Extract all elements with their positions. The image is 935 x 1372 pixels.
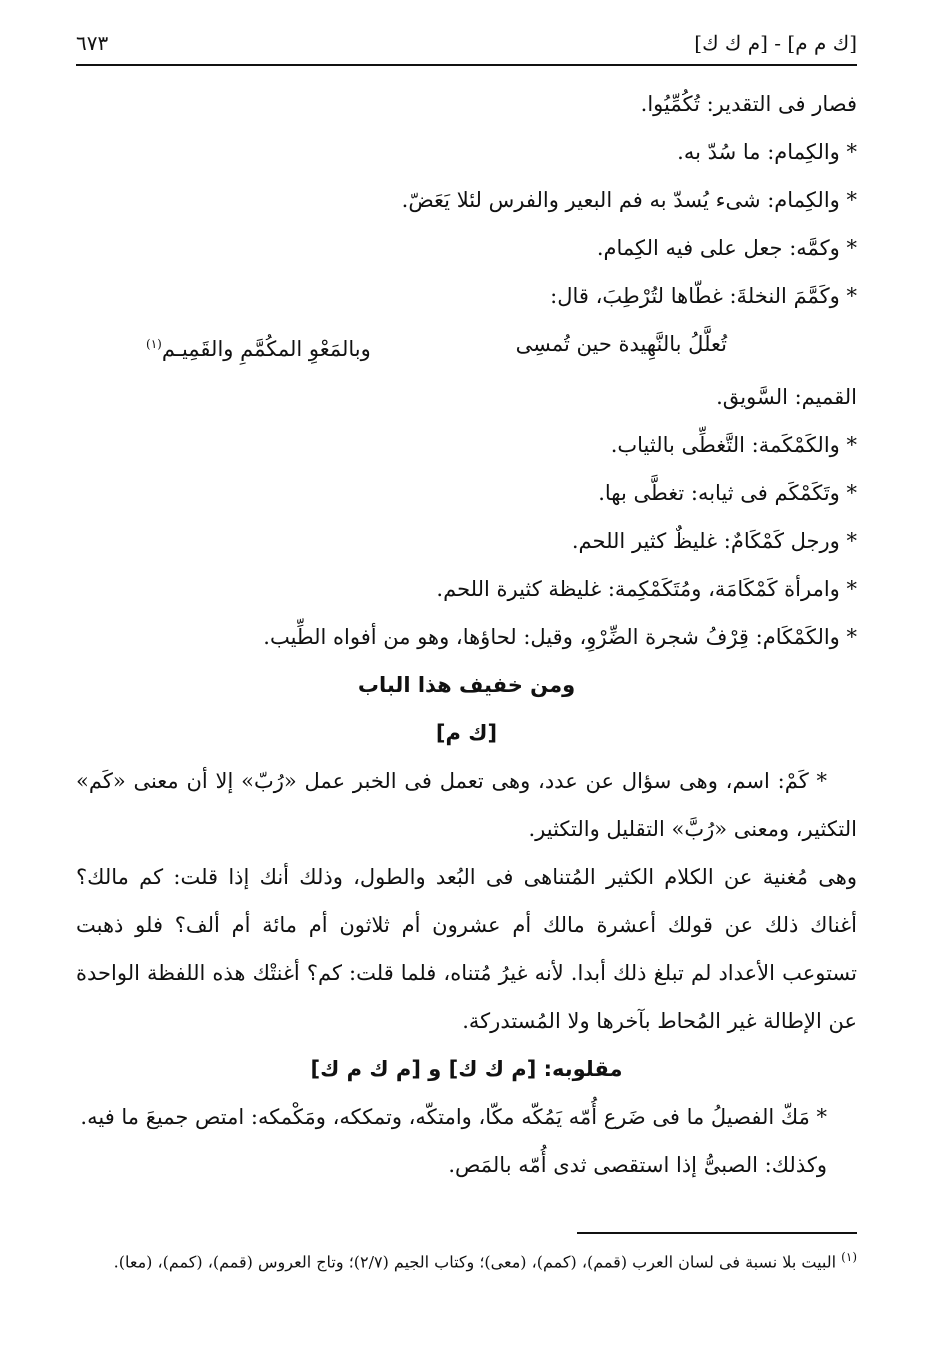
paragraph: * كَمْ: اسم، وهى سؤال عن عدد، وهى تعمل فى الخبر عمل «رُبّ» إلا أن معنى «كَم» التكثير، ومعنى «رُبَّ» التقليل والتكثير.: [76, 769, 857, 841]
footnote-text: البيت بلا نسبة فى لسان العرب (قمم)، (كمم)، (معى)؛ وكتاب الجيم (٢/٧)؛ وتاج العروس (قمم)، (كمم)، (معا).: [113, 1252, 837, 1272]
text-line: فصار فى التقدير: تُكُمِّيُوا.: [640, 92, 857, 116]
verse-second-hemistich: وبالمَعْوِ المكُمَّمِ والقَمِيـم$^{(١)}$: [146, 337, 371, 361]
section-label: [ك م م] - [م ك ك]: [694, 31, 857, 55]
text-line: * ورجل كَمْكَامٌ: غليظٌ كثير اللحم.: [571, 529, 857, 553]
verse-first-hemistich: تُعلَّلُ بالنَّهِيدة حين تُمسِى: [515, 332, 727, 356]
footnote: [76, 1240, 857, 1279]
header-rule: [76, 64, 857, 66]
poem-verse: [76, 320, 857, 373]
text-line: القميم: السَّويق.: [716, 385, 857, 409]
paragraph: وهى مُغنية عن الكلام الكثير المُتناهى فى البُعد والطول، وذلك أنك إذا قلت: كم مالك؟ أغناك ذلك عن قولك أعشرة مالك أم عشرون أم ثلاثون أم مائة أم ألف؟ فلو ذهبت تستوعب الأعداد لم تبلغ ذلك أبدا. لأنه غيرُ مُتناه، فلما قلت: كم؟ أغنتْك هذه اللفظة الواحدة عن الإطالة غير المُحاط بآخرها ولا المُستدركة.: [76, 865, 857, 1033]
page-number: ٦٧٣: [76, 31, 109, 55]
main-text: [76, 80, 857, 1189]
text-line: * والكِمام: شىء يُسدّ به فم البعير والفرس لئلا يَعَضّ.: [401, 188, 857, 212]
text-line: * والكَمْكَمة: التَّغطِّى بالثياب.: [610, 433, 857, 457]
root-heading: [ك م]: [435, 721, 498, 745]
text-line: * والكِمام: ما سُدّ به.: [677, 140, 857, 164]
paragraph: وكذلك: الصبىُّ إذا استقصى ثدى أُمّه بالمَص.: [448, 1153, 827, 1177]
text-line: * وكمَّه: جعل على فيه الكِمام.: [596, 236, 857, 260]
footnote-rule: [577, 1232, 857, 1234]
running-head: [76, 28, 857, 58]
text-line: * والكَمْكَام: قِرْفُ شجرة الضِّرْوِ، وقيل: لحاؤها، وهو من أفواه الطِّيب.: [263, 625, 857, 649]
paragraph: * مَكّ الفصيلُ ما فى ضَرع أُمّه يَمُكّه مكّا، وامتكّه، وتمككه، ومَكْمكه: امتص جميعَ ما فيه.: [80, 1105, 827, 1129]
text-line: * وتَكَمْكَم فى ثيابه: تغطَّى بها.: [598, 481, 857, 505]
text-line: * وامرأة كَمْكَامَة، ومُتَكَمْكِمة: غليظة كثيرة اللحم.: [436, 577, 857, 601]
inverted-root-heading: مقلوبه: [م ك ك] و [م ك م ك]: [310, 1057, 623, 1081]
footnote-number: (١): [841, 1250, 857, 1264]
footnote-marker: (١): [146, 337, 162, 351]
text-line: * وكَمَّمَ النخلةَ: غطّاها لتُرْطِبَ، قال:: [550, 284, 857, 308]
section-heading: ومن خفيف هذا الباب: [357, 673, 576, 697]
